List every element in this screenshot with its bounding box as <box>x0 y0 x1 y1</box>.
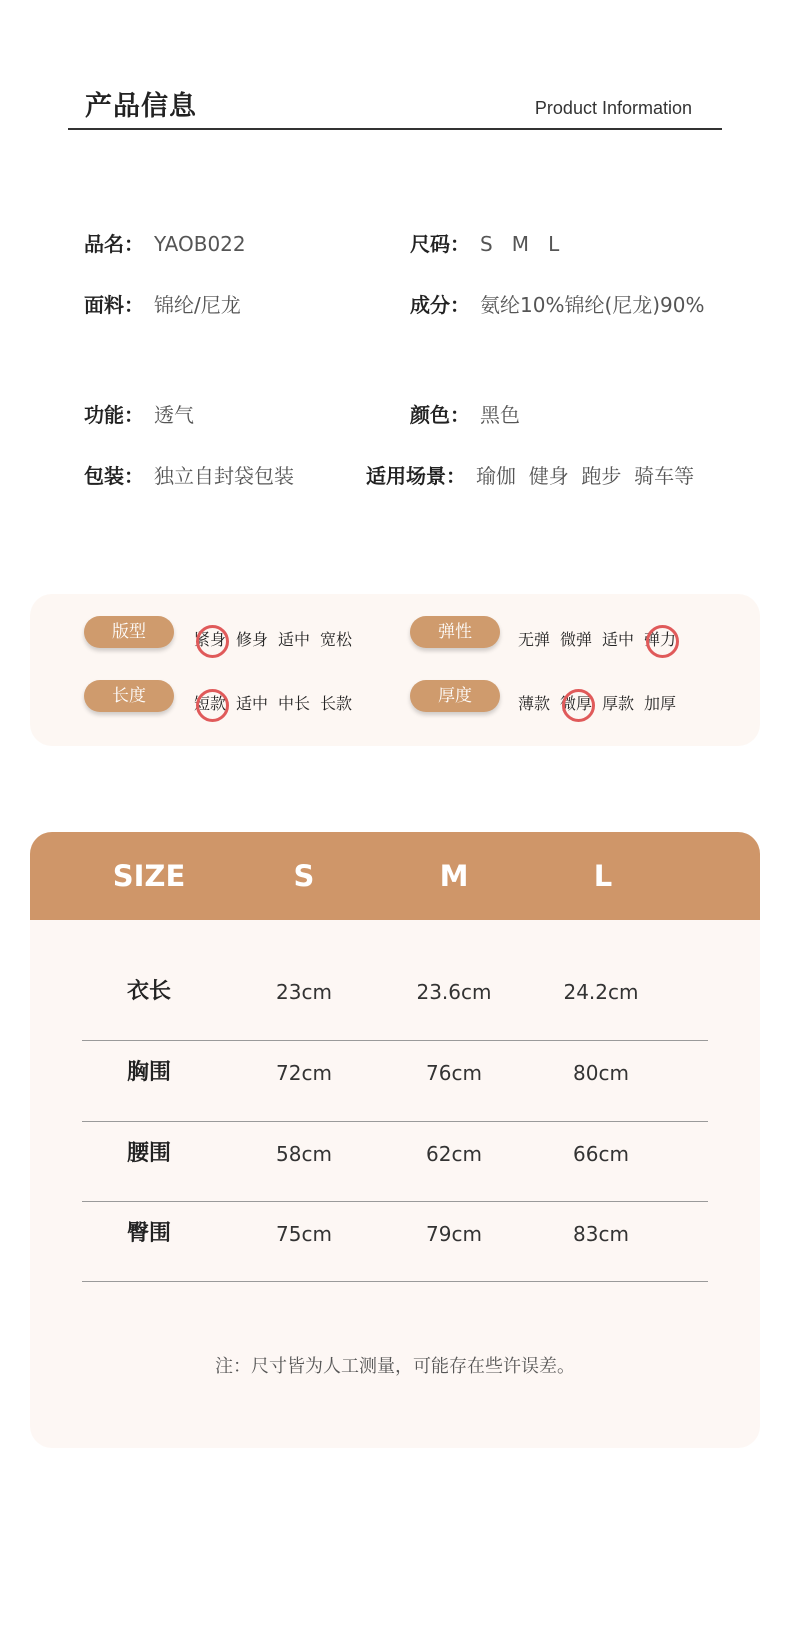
info-label: 功能： <box>84 403 144 427</box>
info-value: 独立自封袋包装 <box>154 464 294 488</box>
size-header-cell: M <box>439 859 469 893</box>
attr-option: 修身 <box>236 630 269 649</box>
size-table-header <box>30 832 760 920</box>
attr-option: 薄款 <box>518 694 551 713</box>
attr-option: 中长 <box>278 694 311 713</box>
row-label: 臀围 <box>126 1221 171 1246</box>
attr-length-options <box>194 691 352 714</box>
table-cell: 83cm <box>573 1222 629 1246</box>
info-label: 包装： <box>84 464 144 488</box>
attr-option: 弹力 <box>644 627 676 650</box>
attr-elasticity-pill: 弹性 <box>410 616 500 648</box>
attr-option: 长款 <box>320 694 353 713</box>
table-cell: 75cm <box>276 1222 332 1246</box>
table-row <box>30 950 760 1034</box>
table-cell: 58cm <box>276 1142 332 1166</box>
size-header-cell: L <box>593 859 613 893</box>
table-row <box>30 1031 760 1115</box>
info-packaging <box>84 460 294 489</box>
size-header-cell: S <box>293 859 315 893</box>
row-label: 腰围 <box>126 1141 171 1166</box>
attr-option: 无弹 <box>518 630 551 649</box>
attr-thickness-pill: 厚度 <box>410 680 500 712</box>
table-row <box>30 1192 760 1276</box>
table-cell: 80cm <box>573 1061 629 1085</box>
attr-elasticity-options <box>518 627 676 650</box>
row-divider <box>82 1281 708 1282</box>
measurement-note: 注：尺寸皆为人工测量，可能存在些许误差。 <box>215 1356 575 1377</box>
attr-fit-options <box>194 627 352 650</box>
table-cell: 66cm <box>573 1142 629 1166</box>
attr-thickness-options <box>518 691 676 714</box>
attr-length-pill: 长度 <box>84 680 174 712</box>
size-table <box>30 832 760 1448</box>
table-cell: 24.2cm <box>563 980 639 1004</box>
row-label: 衣长 <box>126 979 171 1004</box>
info-fabric <box>84 289 241 318</box>
info-label: 品名： <box>84 232 144 256</box>
info-color <box>410 399 520 428</box>
page-subtitle: Product Information <box>534 98 692 118</box>
row-label: 胸围 <box>126 1060 171 1085</box>
table-cell: 79cm <box>426 1222 482 1246</box>
info-value: 瑜伽 健身 跑步 骑车等 <box>476 464 695 488</box>
attr-option: 紧身 <box>194 627 226 650</box>
attr-option: 短款 <box>194 691 226 714</box>
table-row <box>30 1112 760 1196</box>
attr-option: 加厚 <box>644 694 677 713</box>
attr-option: 微弹 <box>560 630 593 649</box>
info-label: 成分： <box>410 293 470 317</box>
info-value: YAOB022 <box>154 232 246 256</box>
attr-option: 适中 <box>236 694 269 713</box>
info-value: 氨纶10%锦纶(尼龙)90% <box>480 293 705 317</box>
table-cell: 62cm <box>426 1142 482 1166</box>
table-cell: 72cm <box>276 1061 332 1085</box>
table-cell: 23cm <box>276 980 332 1004</box>
info-value: 锦纶/尼龙 <box>154 293 241 317</box>
attr-option: 微厚 <box>560 691 592 714</box>
info-label: 面料： <box>84 293 144 317</box>
attr-option: 适中 <box>278 630 311 649</box>
info-label: 适用场景： <box>366 464 466 488</box>
info-composition <box>410 289 705 318</box>
attr-option: 厚款 <box>602 694 635 713</box>
table-cell: 23.6cm <box>416 980 492 1004</box>
info-label: 颜色： <box>410 403 470 427</box>
info-value: 透气 <box>154 403 194 427</box>
info-scenes <box>366 460 694 489</box>
attr-option: 宽松 <box>320 630 353 649</box>
info-size <box>410 228 559 257</box>
info-value: 黑色 <box>480 403 520 427</box>
attr-option: 适中 <box>602 630 635 649</box>
info-product-name <box>84 228 246 257</box>
header-divider <box>68 128 722 130</box>
info-value: S M L <box>480 232 560 256</box>
info-label: 尺码： <box>410 232 470 256</box>
info-function <box>84 399 194 428</box>
size-header-cell: SIZE <box>112 859 186 893</box>
page-title: 产品信息 <box>85 91 197 122</box>
attributes-panel <box>30 594 760 746</box>
table-cell: 76cm <box>426 1061 482 1085</box>
attr-fit-pill: 版型 <box>84 616 174 648</box>
